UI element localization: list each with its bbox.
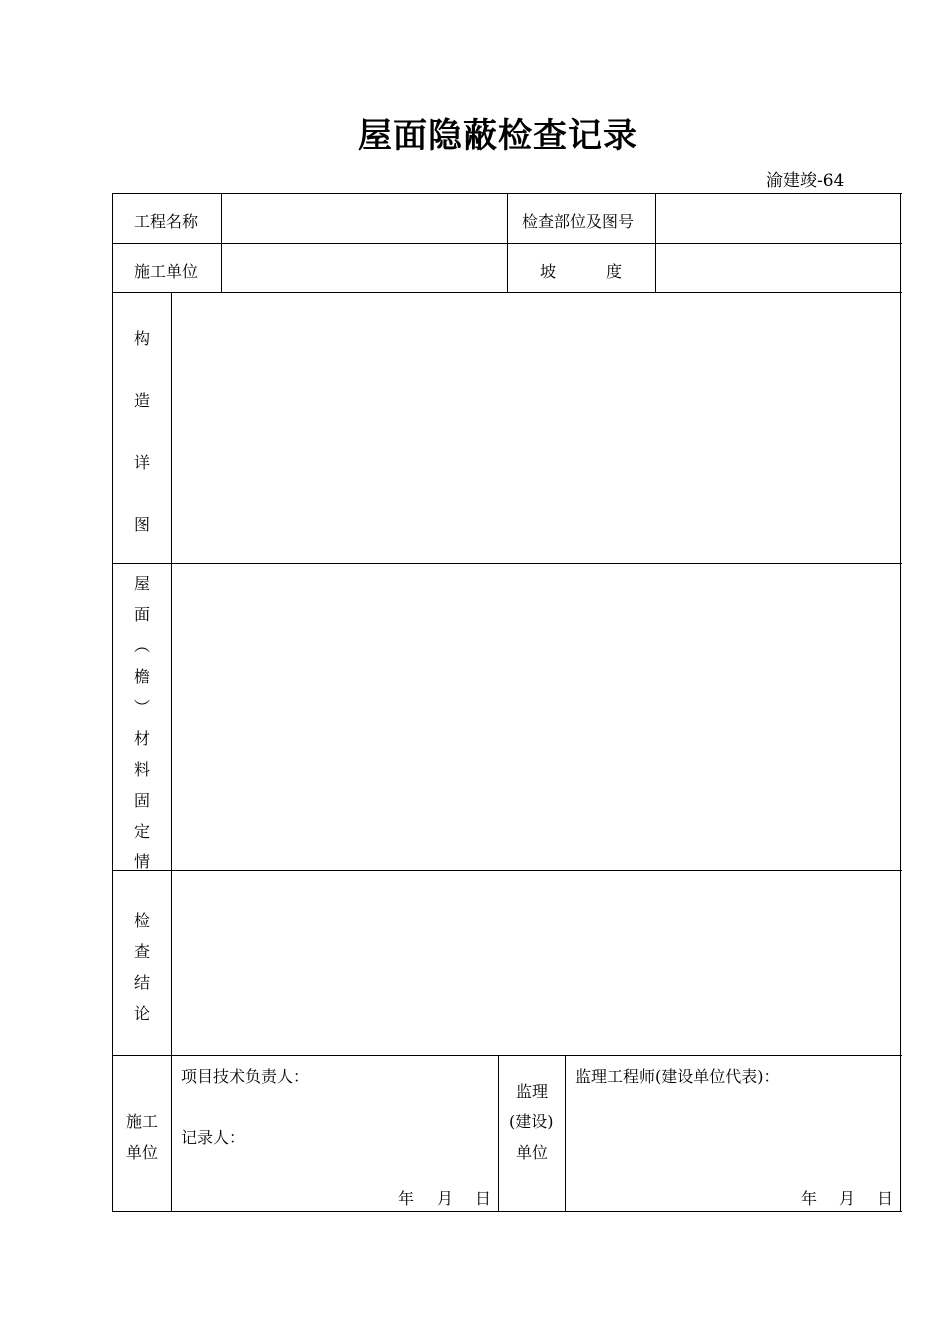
roof-fixing-char: 屋 <box>133 574 150 593</box>
roof-fixing-char: 檐 <box>133 667 150 686</box>
structure-detail-area[interactable] <box>173 294 899 562</box>
supervisor-line3: 单位 <box>516 1143 549 1162</box>
conclusion-char: 结 <box>133 973 150 992</box>
contractor-unit-line2: 单位 <box>126 1143 159 1162</box>
tech-lead-label: 项目技术负责人： <box>181 1067 310 1086</box>
structure-detail-char: 造 <box>133 391 150 410</box>
roof-fixing-char: 情 <box>133 852 150 871</box>
contractor-date-day: 日 <box>475 1189 492 1208</box>
roof-fixing-char: 料 <box>133 760 150 779</box>
roof-fixing-char: ︶ <box>133 698 150 717</box>
roof-fixing-char: 定 <box>133 822 150 841</box>
contractor-label: 施工单位 <box>134 262 199 281</box>
roof-fixing-char: 面 <box>133 605 150 624</box>
recorder-label: 记录人： <box>181 1128 246 1147</box>
contractor-date-year: 年 <box>398 1189 415 1208</box>
form-code: 渝建竣-64 <box>766 171 845 191</box>
slope-field[interactable] <box>657 245 899 291</box>
project-name-label: 工程名称 <box>134 212 199 231</box>
conclusion-char: 论 <box>133 1004 150 1023</box>
roof-fixing-area[interactable] <box>173 565 899 869</box>
supervisor-date-month: 月 <box>839 1189 856 1208</box>
inspect-part-label: 检查部位及图号 <box>522 212 635 231</box>
supervisor-date-day: 日 <box>877 1189 894 1208</box>
conclusion-area[interactable] <box>173 872 899 1054</box>
structure-detail-char: 构 <box>133 329 150 348</box>
supervisor-line1: 监理 <box>516 1082 549 1101</box>
supervisor-engineer-label: 监理工程师(建设单位代表)： <box>575 1067 780 1086</box>
contractor-field[interactable] <box>223 245 506 291</box>
structure-detail-char: 详 <box>133 453 150 472</box>
slope-label-2: 度 <box>606 262 623 281</box>
contractor-date-month: 月 <box>437 1189 454 1208</box>
roof-fixing-char: 材 <box>133 729 150 748</box>
structure-detail-char: 图 <box>133 515 150 534</box>
inspect-part-field[interactable] <box>657 195 899 242</box>
roof-fixing-char: 固 <box>133 791 150 810</box>
contractor-unit-line1: 施工 <box>126 1112 159 1131</box>
conclusion-char: 检 <box>133 911 150 930</box>
conclusion-char: 查 <box>133 942 150 961</box>
roof-fixing-char: ︵ <box>133 636 150 655</box>
project-name-field[interactable] <box>223 195 506 242</box>
supervisor-date-year: 年 <box>801 1189 818 1208</box>
slope-label-1: 坡 <box>540 262 557 281</box>
page-title: 屋面隐蔽检查记录 <box>358 116 638 156</box>
supervisor-line2: (建设) <box>509 1112 554 1131</box>
